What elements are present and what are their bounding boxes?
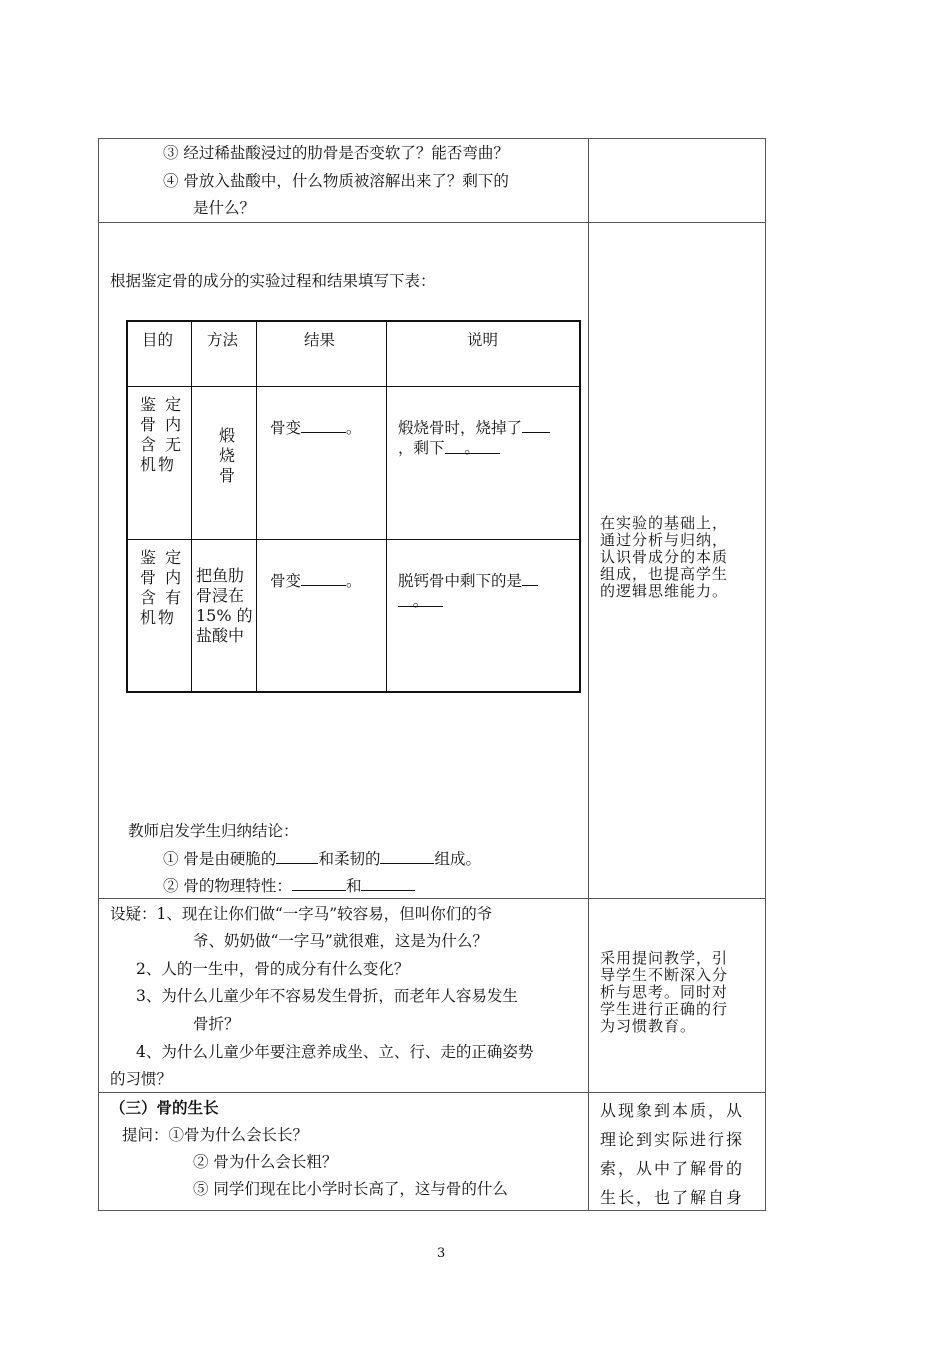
- header-purpose: 目的: [142, 331, 174, 349]
- doubt-4: 4、为什么儿童少年要注意养成坐、立、行、走的正确姿势: [136, 1043, 534, 1061]
- conclusion-title: 教师启发学生归纳结论：: [128, 822, 299, 840]
- result-cell-2: [270, 569, 362, 592]
- growth-question-1: 提问：①骨为什么会长长？: [122, 1126, 309, 1144]
- note-line: 理论到实际进行探: [600, 1130, 745, 1149]
- method-line: 把鱼肋: [196, 566, 245, 585]
- purpose-line: 鉴 定: [140, 548, 184, 567]
- question-3: ③ 经过稀盐酸浸过的肋骨是否变软了？能否弯曲？: [163, 144, 509, 162]
- purpose-line: 骨 内: [140, 568, 184, 587]
- explain-text: 煅烧骨时，烧掉了: [398, 419, 523, 437]
- note-line: 导学生不断深入分: [600, 966, 729, 984]
- col-divider: [191, 321, 192, 692]
- explain-text: 脱钙骨中剩下的是: [398, 572, 523, 590]
- row1-right-cell: [588, 138, 766, 223]
- note-line: 组成，也提高学生: [600, 565, 729, 583]
- method-cell-2: [196, 566, 253, 646]
- doubt-3-cont: 骨折？: [193, 1015, 240, 1033]
- result-suffix: 。: [346, 419, 362, 437]
- conclusion-1: [163, 847, 481, 870]
- blank: [398, 590, 443, 610]
- col-divider: [386, 321, 387, 692]
- doubt-4-cont: 的习惯？: [110, 1070, 173, 1088]
- growth-question-3: ⑤ 同学们现在比小学时长高了，这与骨的什么: [193, 1180, 508, 1198]
- blank: [522, 569, 538, 586]
- blank: [361, 874, 415, 891]
- experiment-table: [126, 320, 581, 693]
- doubt-2: 2、人的一生中，骨的成分有什么变化？: [136, 960, 410, 978]
- method-line: 骨浸在: [196, 586, 245, 605]
- blank: [301, 569, 346, 586]
- explain-suffix: 。: [412, 592, 429, 610]
- conclusion-text: 和柔韧的: [318, 850, 381, 868]
- purpose-line: 鉴 定: [140, 395, 184, 414]
- conclusion-text: ② 骨的物理特性：: [163, 877, 292, 895]
- explain-cell-1-line1: [398, 416, 550, 439]
- page-number: 3: [437, 1246, 446, 1261]
- method-line: 盐酸中: [196, 626, 245, 645]
- explain-text: ，剩下: [398, 439, 445, 457]
- blank: [292, 874, 346, 891]
- purpose-line: 骨 内: [140, 415, 184, 434]
- method-line: 骨: [219, 466, 238, 485]
- explain-suffix: 。: [464, 439, 480, 457]
- note-line: 认识骨成分的本质: [600, 548, 729, 566]
- conclusion-text: ① 骨是由硬脆的: [163, 850, 277, 868]
- blank: [301, 416, 346, 433]
- doubt-1: 设疑：1、现在让你们做“一字马”较容易，但叫你们的爷: [110, 905, 493, 923]
- blank: [276, 847, 318, 864]
- note-line: 通过分析与归纳，: [600, 531, 729, 549]
- question-4-cont: 是什么？: [193, 199, 256, 217]
- doubt-3: 3、为什么儿童少年不容易发生骨折，而老年人容易发生: [136, 987, 518, 1005]
- doubt-1-cont: 爷、奶奶做“一字马”就很难，这是为什么？: [193, 932, 488, 950]
- purpose-line: 含 有: [140, 588, 184, 607]
- method-line: 15% 的: [196, 606, 253, 625]
- note-line: 的逻辑思维能力。: [600, 582, 729, 600]
- note-line: 在实验的基础上，: [600, 514, 729, 532]
- growth-question-2: ② 骨为什么会长粗？: [193, 1153, 338, 1171]
- header-method: 方法: [207, 331, 239, 349]
- conclusion-text: 组成。: [434, 850, 481, 868]
- method-cell-1: [219, 426, 237, 486]
- explain-cell-2-line1: [398, 569, 538, 592]
- explain-cell-1-line2: [398, 437, 500, 459]
- section-heading: （三）骨的生长: [110, 1098, 219, 1117]
- header-result: 结果: [304, 331, 336, 349]
- row3-teaching-note: [600, 950, 760, 1035]
- row4-teaching-note: [600, 1096, 760, 1212]
- conclusion-2: [163, 874, 415, 897]
- note-line: 生长，也了解自身: [600, 1188, 745, 1207]
- table-intro: 根据鉴定骨的成分的实验过程和结果填写下表：: [110, 272, 436, 290]
- row-divider: [127, 386, 580, 387]
- blank: [522, 416, 550, 433]
- method-line: 煅: [219, 426, 238, 445]
- purpose-cell-2: [140, 548, 183, 628]
- note-line: 析与思考。同时对: [600, 983, 729, 1001]
- purpose-line: 含 无: [140, 435, 184, 454]
- note-line: 为习惯教育。: [600, 1017, 697, 1035]
- explain-cell-2-line2: [398, 590, 443, 612]
- result-prefix: 骨变: [270, 419, 302, 437]
- col-divider: [256, 321, 257, 692]
- note-line: 学生进行正确的行: [600, 1000, 729, 1018]
- purpose-line: 机物: [140, 455, 177, 474]
- question-4: ④ 骨放入盐酸中，什么物质被溶解出来了？剩下的: [163, 172, 509, 190]
- row-divider: [127, 539, 580, 540]
- result-cell-1: [270, 416, 362, 439]
- result-suffix: 。: [346, 572, 362, 590]
- blank: [380, 847, 434, 864]
- header-explanation: 说明: [467, 331, 499, 349]
- method-line: 烧: [219, 446, 238, 465]
- note-line: 从现象到本质，从: [600, 1101, 745, 1120]
- conclusion-text: 和: [345, 877, 362, 895]
- note-line: 索，从中了解骨的: [600, 1159, 745, 1178]
- purpose-line: 机物: [140, 608, 177, 627]
- note-line: 采用提问教学，引: [600, 949, 729, 967]
- blank: [445, 437, 500, 457]
- purpose-cell-1: [140, 395, 183, 475]
- row2-teaching-note: [600, 515, 760, 600]
- result-prefix: 骨变: [270, 572, 302, 590]
